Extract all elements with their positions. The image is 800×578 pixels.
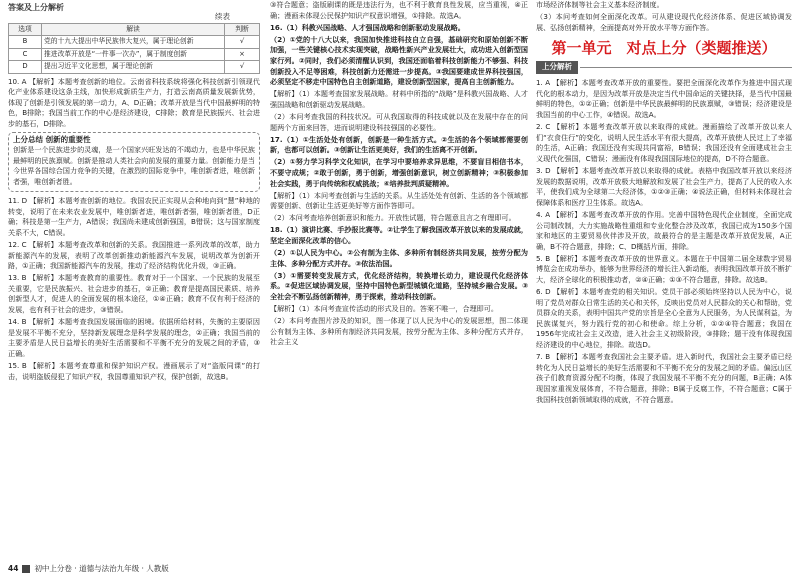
answer-u1-q7: 7. B 【解析】本题考查我国社会主要矛盾。进入新时代，我国社会主要矛盾已经转化为人民日益增长的美好生活需要和不平衡不充分的发展之间的矛盾。偏远山区孩子们教育资源分配不均衡，体现了我国发展不平衡不充分的问题，B正确；A体现国家重视发展体育，不符合题意，排除；B属于反腐工作，不符合题意；C属于我国科技创新领域取得的成就，不符合题意。 — [536, 352, 792, 404]
answer-q17-body: （2）①努力学习科学文化知识，在学习中要培养求异思维，不要盲目相信书本，不要守成规；②敢于创新，勇于创新，增强创新意识，树立创新精神；③积极参加社会实践，勇于向传统和权威挑战；④培养批判质疑精神。 — [270, 157, 528, 188]
answer-q15-cont: ③符合题意；盗版刷课的既是违法行为，也不利于教育良性发展，应当重视，④正确；漫画未体现公民保护知识产权意识增强，①排除。故选A。 — [270, 0, 528, 20]
answer-u1-q2: 2. C 【解析】本题考查改革开放以来取得的成就。漫画描绘了改革开放以来人们“衣食住行”的变化，说明人民生活水平有很大提高，改革开放使人民过上了幸福的生活，A正确；我国还没有实现共同富裕，B错误；我国还没有全面建成社会主义现代化强国，C错误；漫画没有体现我国国际地位的提高，D不符合题意。 — [536, 122, 792, 163]
answer-u1-q5: 5. B 【解析】本题考查改革开放的世界意义。本题在于中国第二届全球数字贸易博览会在成功举办，能够为世界经济的增长注入新动能，表明我国改革开放不断扩大，经济全球化的积极推动者，②④正确；①③不符合题意，排除。故选B。 — [536, 253, 792, 284]
middle-column — [270, 0, 528, 578]
analysis-table — [8, 23, 260, 74]
answer-q18-body-2: （3）①需要转变发展方式，优化经济结构，转换增长动力，建设现代化经济体系。②促进区域协调发展，坚持中国特色新型城镇化道路，坚持城乡融合发展。③全社会不断弘扬创新精神，勇于探索，推动科技创新。 — [270, 270, 528, 301]
summary-box-title: 上分总结 创新的重要性 — [13, 134, 91, 144]
right-column — [536, 0, 792, 578]
summary-box-text: 创新是一个民族进步的灵魂，是一个国家兴旺发达的不竭动力，也是中华民族最鲜明的民族禀赋。创新是推动人类社会向前发展的重要力量。创新能力是当今世界各国综合国力竞争的关键，在激烈的国际竞争中，唯创新者进，唯创新者强，唯创新者胜。 — [13, 145, 255, 186]
answer-q17-analysis-2: （2）本问考查培养创新意识和能力。开放性试题，符合题意且言之有理即可。 — [270, 213, 516, 223]
table-caption: 续表 — [215, 12, 230, 21]
page-number: 44 — [8, 564, 19, 573]
unit-title: 第一单元 对点上分（类题推送） — [551, 39, 777, 58]
summary-box — [8, 132, 260, 192]
section-banner — [536, 61, 792, 73]
section-banner-label: 上分解析 — [536, 61, 578, 74]
table-cell-judgement: √ — [225, 61, 260, 74]
answer-q18-body: （2）①以人民为中心。②公有制为主体、多种所有制经济共同发展，按劳分配为主体、多种分配方式并存。③依法治国。 — [270, 248, 528, 268]
answer-u1-q6: 6. D 【解析】本题考查党的相关知识。党员干部必须始终坚持以人民为中心，说明了党员对群众日常生活的关心和关怀，反映出党员对人民群众的关心和帮助，党员群众的关系，表明中国共产党的宗旨是全心全意为人民服务，为人民谋利益，为民族谋复兴，努力践行党的初心和使命。综上分析，①②④符合题意；我国在1956年完成社会主义改造，进入社会主义初级阶段，③排除；题干没有体现我国经济建设的中心地位，排除。故选D。 — [536, 287, 792, 350]
answer-q17-analysis: 【解析】（1）本问考查创新与生活的关系。从生活处处有创新、生活的各个领域都需要创新、创新让生活更美好等方面作答即可。 — [270, 190, 528, 211]
table-cell-analysis: 提出习近平文化思想，属于理论创新 — [42, 61, 225, 74]
table-row — [9, 48, 260, 61]
table-cell-judgement: √ — [225, 36, 260, 49]
answer-q11: 11. D 【解析】本题考查创新的地位。我国农民正实现从会种地向到“慧”种地的转变，说明了在未来农业发展中，唯创新者进，唯创新者强，唯创新者胜，D正确；科技是第一生产力，A错误；我国尚未建成创新强国，B错误；这与国家制度关系不大，C错误。 — [8, 196, 260, 237]
answer-q16-analysis-2: （2）本问考查我国的科技状况。可从我国取得的科技成就以及在发展中存在的问题两个方面来回答，进而说明建设科技强国的必要性。 — [270, 111, 528, 132]
answer-q15: 15. B 【解析】本题考查尊重和保护知识产权。漫画展示了对“盗版同课”的打击，说明盗版侵犯了知识产权，我国尊重知识产权，保护创新，故选B。 — [8, 360, 260, 381]
table-header-option: 选项 — [9, 23, 42, 36]
answer-q18-cont: 市场经济体制等社会主义基本经济制度。 — [536, 0, 664, 9]
answer-q18-analysis-3: （3）本问考查如何全面深化改革。可从建设现代化经济体系、促进区域协调发展、弘扬创新精神，全面提高对外开放水平等方面作答。 — [536, 12, 792, 32]
table-cell-option: C — [9, 48, 42, 61]
answer-q18-analysis: 【解析】（1）本问考查宣传活动的形式及目的。答案不唯一，合理即可。 — [270, 304, 498, 314]
answer-u1-q3: 3. D 【解析】本题考查改革开放以来取得的成就。表格中我国改革开放以来经济发展的数据说明，改革开放极大地解放和发展了社会生产力，提高了人民的收入水平，使我们成为全球第二大经济体，①②③正确；④说法正确，但材料未体现社会保障体系和医疗卫生体系。故选A。 — [536, 166, 792, 207]
footer-marker — [22, 565, 30, 573]
answer-q14: 14. B 【解析】本题考查我国发展面临的困境。依据所给材料，失衡的主要原因是发展不平衡不充分，坚持新发展理念是科学发展的理念，②正确；我国当前的主要矛盾是人民日益增长的美好生活需要和不平衡不充分的发展之间的矛盾，③正确。 — [8, 317, 260, 358]
answer-q16-body: （2）①党的十八大以来，我国加快推进科技自立自强，基础研究和原始创新不断加强，一些关键核心技术实现突破，战略性新兴产业发展壮大，成功进入创新型国家行列。②同时，我们必须清醒认识到，我国还面临着科技创新能力不够强、科技创新投入不足等困难，科技创新力还需进一步提高。③我国要建成世界科技强国，必须坚定不移走中国特色自主创新道路，建设创新型国家，提高自主创新能力。 — [270, 34, 528, 87]
answer-q13: 13. B 【解析】本题考查教育的重要性。教育对于一个国家、一个民族的发展至关重要，它是民族振兴、社会进步的基石，②正确；教育是提高国民素质、培养创新型人才，促进人的全面发展的根本途径，①④正确；教育不仅有利于经济的发展，也有利于社会的进步，③错误。 — [8, 273, 260, 314]
answer-q18-heading: 18.（1）演讲比赛、手抄报比赛等。②让学生了解我国改革开放以来的发展成就，坚定全面深化改革的信心。 — [270, 225, 528, 245]
answer-u1-q4: 4. A 【解析】本题考查改革开放的作用。完善中国特色现代企业制度，全面完成公司制改制，大力实施战略性重组和专业化整合涉及改革，我国已成为150多个国家和地区的主要贸易伙伴涉及开放，故最符合的是主题是改革开放促发展，A正确，B不符合题意，排除；C、D概括片面，排除。 — [536, 209, 792, 251]
answer-q10: 10. A 【解析】本题考查创新的地位。云南省科技系统将强化科技创新引领现代化产业体系建设这条主线，加快形成新质生产力，打造云南高质量发展新优势，体现了创新是引领发展的第一动力，A、D正确；改革开放是当代中国最鲜明的特色，B排除；我国当前工作的中心是经济建设，C排除；教育是民族振兴、社会进步的基石，D排除。 — [8, 76, 260, 128]
book-title: 初中上分卷 · 道德与法治九年级 · 人教版 — [34, 564, 169, 573]
answer-u1-q1: 1. A 【解析】本题考查改革开放的重要性。要把全面深化改革作为推进中国式现代化的根本动力，是因为改革开放是决定当代中国命运的关键抉择，是当代中国最鲜明的特色，①②正确；创新是中华民族最鲜明的民族禀赋，③错误；经济建设是我国当前的中心工作，④错误。故选A。 — [536, 78, 792, 120]
answer-q16-heading: 16.（1）科教兴国战略、人才强国战略和创新驱动发展战略。 — [270, 22, 465, 32]
table-header-judgement: 判断 — [225, 23, 260, 36]
table-cell-analysis: 党的十九大提出中华民族伟大复兴，属于理论创新 — [42, 36, 225, 49]
table-cell-option: D — [9, 61, 42, 74]
left-column — [8, 0, 260, 578]
table-cell-analysis: 推进改革开放是“一件事一次办”，属于制度创新 — [42, 48, 225, 61]
answer-q17-heading: 17.（1）①生活处处有创新，创新是一种生活方式。②生活的各个领域都需要创新，也都可以创新。③创新让生活更美好，我们的生活离不开创新。 — [270, 134, 528, 155]
page-footer — [8, 563, 169, 574]
table-header-row — [9, 23, 260, 36]
table-row — [9, 36, 260, 49]
table-row — [9, 61, 260, 74]
table-cell-option: B — [9, 36, 42, 49]
answer-q18-analysis-2: （2）本问考查图片涉及的知识，图一体现了以人民为中心的发展思想，图二体现公有制为主体、多种所有制经济共同发展，按劳分配为主体、多种分配方式并存，社会主义 — [270, 316, 528, 347]
answer-q12: 12. C 【解析】本题考查改革和创新的关系。我国推进一系列改革的改革，助力新能源汽车的发展，表明了改革创新推动新能源汽车发展，说明改革为创新开路，①正确；我国新能源汽车的发展，推动了经济结构优化升级，③正确。 — [8, 239, 260, 271]
answer-q16-analysis: 【解析】（1）本题考查国家发展战略。材料中所指的“战略”是科教兴国战略、人才强国战略和创新驱动发展战略。 — [270, 89, 528, 109]
page-header: 答案及上分解析 — [8, 2, 64, 12]
table-cell-judgement: × — [225, 48, 260, 61]
section-divider — [580, 67, 792, 68]
table-header-analysis: 解读 — [42, 23, 225, 36]
